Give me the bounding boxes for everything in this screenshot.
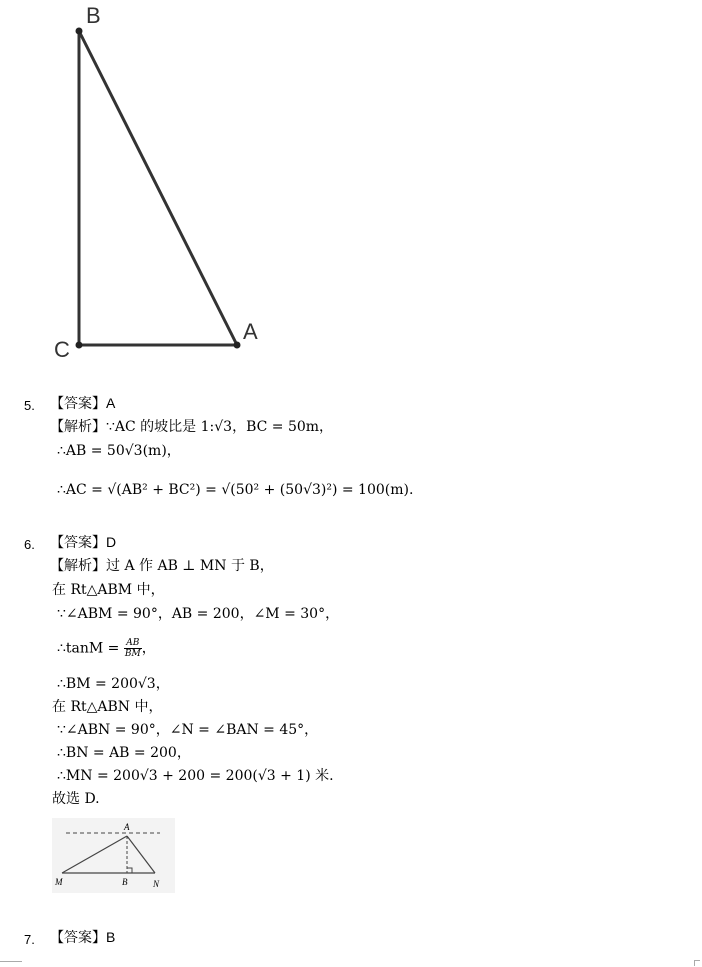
- question-number: 6.: [24, 537, 35, 552]
- analysis-line-4: ∴tanM = $\frac{AB}{BM}$ ，: [57, 638, 156, 659]
- answer-value: B: [106, 929, 116, 945]
- question-number: 7.: [24, 932, 35, 947]
- crop-mark-left: [0, 961, 22, 962]
- analysis-line-2: ∴AB = 50√3(m)，: [57, 443, 181, 459]
- svg-text:M: M: [55, 877, 63, 887]
- analysis-line-6: 在 Rt△ABN 中，: [52, 699, 163, 715]
- analysis-line-1: 【解析】过 A 作 AB ⊥ MN 于 B，: [50, 558, 274, 574]
- analysis-line-5: ∴BM = 200√3，: [57, 676, 170, 692]
- answer-tag: 【答案】: [50, 535, 106, 551]
- answer-line: [50, 928, 115, 947]
- analysis-line-1: 【解析】∵AC 的坡比是 1:√3，BC = 50m，: [50, 419, 334, 435]
- analysis-line-3: ∴AC = √(AB² + BC²) = √(50² + (50√3)²) = 100(m).: [57, 482, 414, 498]
- conclusion-line: 故选 D.: [52, 791, 100, 807]
- question-number: 5.: [24, 398, 35, 413]
- analysis-tag: 【解析】: [50, 558, 106, 574]
- answer-value: A: [106, 395, 116, 411]
- svg-text:A: A: [124, 822, 130, 832]
- analysis-line-3: ∵∠ABM = 90°，AB = 200，∠M = 30°，: [57, 606, 340, 622]
- mbn-figure: [52, 818, 175, 893]
- fraction-ab-bm: $\frac{AB}{BM}$: [124, 638, 141, 659]
- svg-text:N: N: [153, 879, 160, 889]
- vertex-label-c: C: [54, 337, 70, 362]
- crop-mark-right-h: [694, 960, 700, 961]
- answer-value: D: [106, 534, 117, 550]
- answer-tag: 【答案】: [50, 396, 106, 412]
- analysis-line-2: 在 Rt△ABM 中，: [52, 582, 165, 598]
- analysis-line-7: ∵∠ABN = 90°，∠N = ∠BAN = 45°，: [57, 722, 319, 738]
- analysis-line-8: ∴BN = AB = 200，: [57, 745, 191, 761]
- vertex-label-b: B: [86, 3, 101, 28]
- analysis-tag: 【解析】: [50, 419, 106, 435]
- answer-line: [50, 394, 115, 413]
- answer-line: [50, 533, 116, 552]
- vertex-label-a: A: [243, 319, 258, 344]
- svg-text:B: B: [122, 877, 128, 887]
- analysis-line-9: ∴MN = 200√3 + 200 = 200(√3 + 1) 米.: [57, 768, 334, 784]
- answer-tag: 【答案】: [50, 930, 106, 946]
- triangle-figure: [40, 0, 280, 370]
